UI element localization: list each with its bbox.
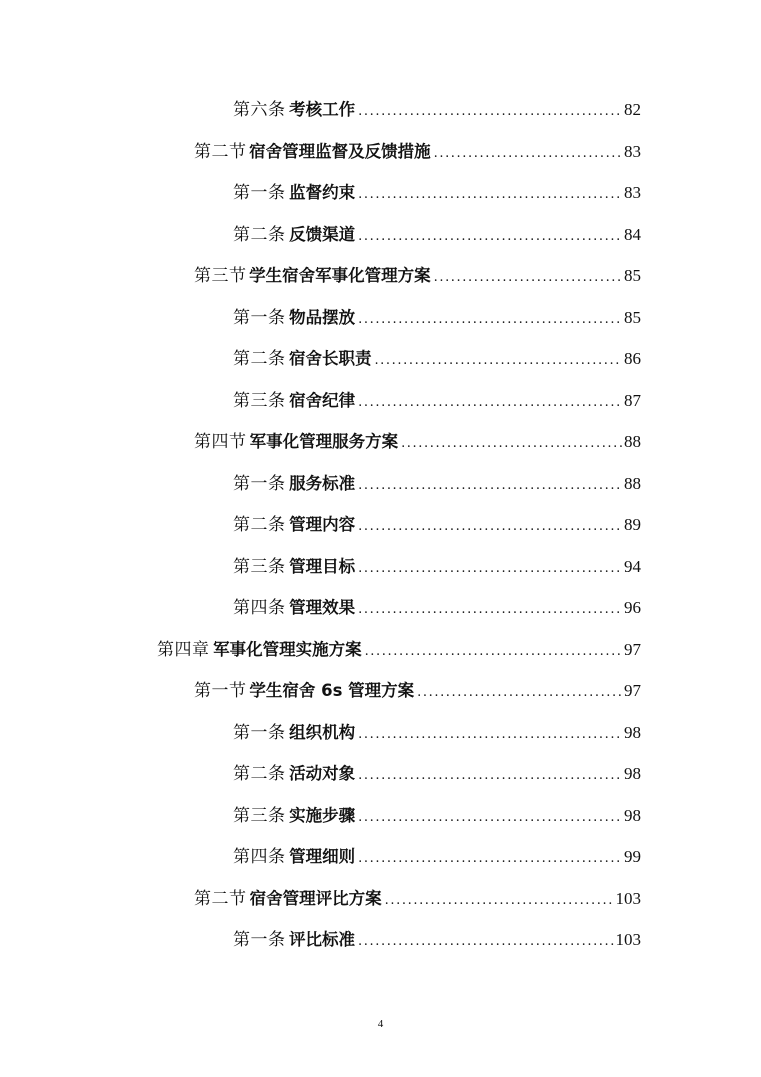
toc-entry-number: 第一条 [233, 722, 286, 743]
toc-entry[interactable] [233, 344, 641, 374]
toc-entry-number: 第一节 [194, 681, 247, 701]
toc-entry-title: 军事化管理实施方案 [213, 639, 362, 659]
toc-entry-number: 第二条 [233, 515, 286, 535]
toc-dot-leader [374, 346, 622, 376]
toc-entry-title: 管理目标 [289, 556, 356, 576]
toc-dot-leader [365, 637, 622, 667]
toc-entry-number: 第二条 [233, 224, 286, 245]
toc-dot-leader [358, 720, 622, 750]
toc-entry[interactable] [233, 303, 641, 333]
page-number: 4 [377, 1018, 384, 1030]
toc-entry-title: 宿舍长职责 [288, 349, 372, 368]
toc-entry-title: 宿舍纪律 [289, 390, 356, 410]
toc-entry-title: 实施步骤 [289, 805, 356, 825]
toc-entry-number: 第一条 [233, 183, 286, 203]
toc-entry-number: 第三节 [194, 266, 247, 286]
toc-entry-number: 第三条 [233, 805, 286, 826]
toc-entry-title: 反馈渠道 [289, 224, 356, 244]
toc-entry[interactable] [233, 95, 641, 125]
toc-entry-title: 评比标准 [289, 930, 356, 949]
toc-entry[interactable] [233, 178, 641, 208]
toc-entry-number: 第四节 [194, 432, 247, 452]
toc-entry-number: 第一条 [233, 307, 286, 328]
toc-entry-page: 99 [624, 847, 641, 866]
toc-entry-page: 83 [624, 141, 641, 161]
toc-entry[interactable] [233, 220, 641, 250]
toc-entry[interactable] [194, 884, 641, 914]
toc-entry[interactable] [157, 635, 641, 665]
toc-entry-page: 82 [624, 100, 641, 119]
toc-entry-title: 管理内容 [289, 515, 356, 534]
toc-entry-page: 97 [624, 681, 641, 700]
toc-entry-title: 学生宿舍 6s 管理方案 [249, 681, 415, 700]
toc-entry-page: 96 [624, 598, 641, 617]
toc-dot-leader [358, 927, 613, 957]
toc-entry-title: 监督约束 [289, 183, 356, 202]
toc-entry-title: 管理细则 [289, 847, 356, 866]
toc-entry[interactable] [194, 676, 641, 706]
toc-dot-leader [385, 886, 614, 916]
toc-entry[interactable] [233, 386, 641, 416]
toc-entry-number: 第二条 [233, 764, 286, 784]
toc-entry-page: 98 [624, 764, 641, 783]
toc-entry-number: 第三条 [233, 556, 286, 577]
toc-entry-number: 第四条 [233, 598, 286, 618]
toc-entry[interactable] [233, 925, 641, 955]
toc-entry-number: 第二节 [194, 888, 247, 909]
toc-entry[interactable] [233, 510, 641, 540]
toc-entry-title: 军事化管理服务方案 [249, 432, 399, 451]
toc-entry[interactable] [233, 718, 641, 748]
toc-dot-leader [358, 222, 622, 252]
toc-dot-leader [358, 305, 622, 335]
toc-entry-page: 98 [624, 722, 641, 742]
toc-entry[interactable] [233, 842, 641, 872]
toc-entry-title: 服务标准 [289, 473, 356, 493]
toc-entry-number: 第二条 [233, 349, 286, 369]
toc-entry-title: 考核工作 [289, 100, 356, 119]
toc-entry-page: 88 [624, 432, 641, 451]
toc-entry-page: 103 [615, 930, 641, 949]
toc-entry-page: 98 [624, 805, 641, 825]
toc-entry-number: 第二节 [194, 141, 247, 162]
toc-entry-title: 活动对象 [289, 764, 356, 783]
toc-entry-page: 84 [624, 224, 641, 244]
toc-dot-leader [358, 554, 622, 584]
toc-entry-page: 97 [624, 639, 641, 659]
toc-entry-page: 88 [624, 473, 641, 493]
toc-dot-leader [358, 595, 622, 625]
toc-dot-leader [401, 429, 622, 459]
toc-entry-page: 94 [624, 556, 641, 576]
toc-entry-number: 第一条 [233, 930, 286, 950]
toc-dot-leader [358, 844, 622, 874]
toc-entry[interactable] [194, 261, 641, 291]
toc-entry-number: 第六条 [233, 100, 286, 120]
toc-entry-number: 第一条 [233, 473, 286, 494]
toc-dot-leader [358, 803, 622, 833]
toc-entry-title: 宿舍管理评比方案 [249, 888, 382, 908]
toc-entry-title: 学生宿舍军事化管理方案 [249, 266, 431, 285]
toc-dot-leader [417, 678, 622, 708]
toc-entry-number: 第四章 [157, 639, 210, 660]
toc-entry-title: 组织机构 [289, 722, 356, 742]
toc-dot-leader [358, 761, 622, 791]
toc-entry-title: 管理效果 [289, 598, 356, 617]
toc-entry-page: 85 [624, 307, 641, 327]
toc-entry-page: 103 [615, 888, 641, 908]
toc-entry[interactable] [233, 801, 641, 831]
toc-dot-leader [358, 512, 622, 542]
toc-entry[interactable] [233, 552, 641, 582]
toc-entry[interactable] [194, 137, 641, 167]
toc-entry[interactable] [194, 427, 641, 457]
toc-entry-page: 86 [624, 349, 641, 368]
toc-entry-title: 宿舍管理监督及反馈措施 [249, 141, 431, 161]
toc-dot-leader [358, 388, 622, 418]
toc-dot-leader [434, 139, 622, 169]
toc-dot-leader [358, 180, 622, 210]
toc-entry-number: 第三条 [233, 390, 286, 411]
toc-entry-title: 物品摆放 [289, 307, 356, 327]
toc-dot-leader [358, 97, 622, 127]
toc-entry[interactable] [233, 593, 641, 623]
toc-dot-leader [434, 263, 622, 293]
toc-entry-page: 83 [624, 183, 641, 202]
toc-entry-page: 85 [624, 266, 641, 285]
toc-entry-page: 87 [624, 390, 641, 410]
toc-entry[interactable] [233, 469, 641, 499]
toc-dot-leader [358, 471, 622, 501]
toc-entry-page: 89 [624, 515, 641, 534]
toc-entry-number: 第四条 [233, 847, 286, 867]
toc-entry[interactable] [233, 759, 641, 789]
